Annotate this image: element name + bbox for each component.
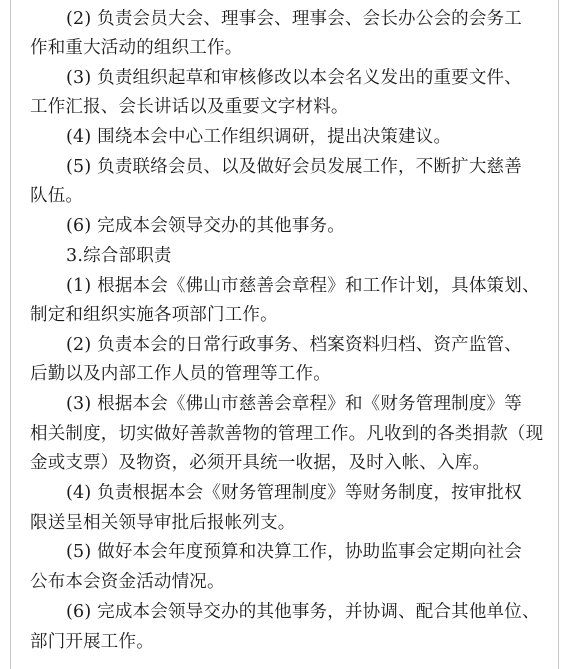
paragraph-line: 限送呈相关领导审批后报帐列支。 — [30, 513, 296, 533]
paragraph-line: (4) 负责根据本会《财务管理制度》等财务制度，按审批权 — [66, 483, 522, 503]
paragraph-line: 后勤以及内部工作人员的管理等工作。 — [30, 364, 331, 384]
paragraph-line: 部门开展工作。 — [30, 632, 154, 652]
paragraph-line: (1) 根据本会《佛山市慈善会章程》和工作计划，具体策划、 — [66, 276, 540, 296]
paragraph-line: 工作汇报、会长讲话以及重要文字材料。 — [30, 97, 349, 117]
section-heading: 3.综合部职责 — [66, 246, 172, 266]
paragraph-line: (2) 负责会员大会、理事会、理事会、会长办公会的会务工 — [66, 9, 522, 29]
paragraph-line: 公布本会资金活动情况。 — [30, 572, 225, 592]
paragraph-line: (4) 围绕本会中心工作组织调研，提出决策建议。 — [66, 127, 452, 147]
paragraph-line: 队伍。 — [30, 186, 84, 206]
paragraph-line: 相关制度，切实做好善款善物的管理工作。凡收到的各类捐款（现 — [30, 424, 544, 444]
paragraph-line: (2) 负责本会的日常行政事务、档案资料归档、资产监管、 — [66, 335, 522, 355]
paragraph-line: 金或支票）及物资，必须开具统一收据，及时入帐、入库。 — [30, 453, 491, 473]
paragraph-line: (6) 完成本会领导交办的其他事务，并协调、配合其他单位、 — [66, 602, 540, 622]
paragraph-line: (5) 做好本会年度预算和决算工作，协助监事会定期向社会 — [66, 542, 522, 562]
paragraph-line: (6) 完成本会领导交办的其他事务。 — [66, 216, 345, 236]
paragraph-line: 制定和组织实施各项部门工作。 — [30, 305, 278, 325]
paragraph-line: (3) 根据本会《佛山市慈善会章程》和《财务管理制度》等 — [66, 394, 522, 414]
paragraph-line: (3) 负责组织起草和审核修改以本会名义发出的重要文件、 — [66, 68, 522, 88]
paragraph-line: 作和重大活动的组织工作。 — [30, 38, 243, 58]
paragraph-line: (5) 负责联络会员、以及做好会员发展工作，不断扩大慈善 — [66, 157, 522, 177]
